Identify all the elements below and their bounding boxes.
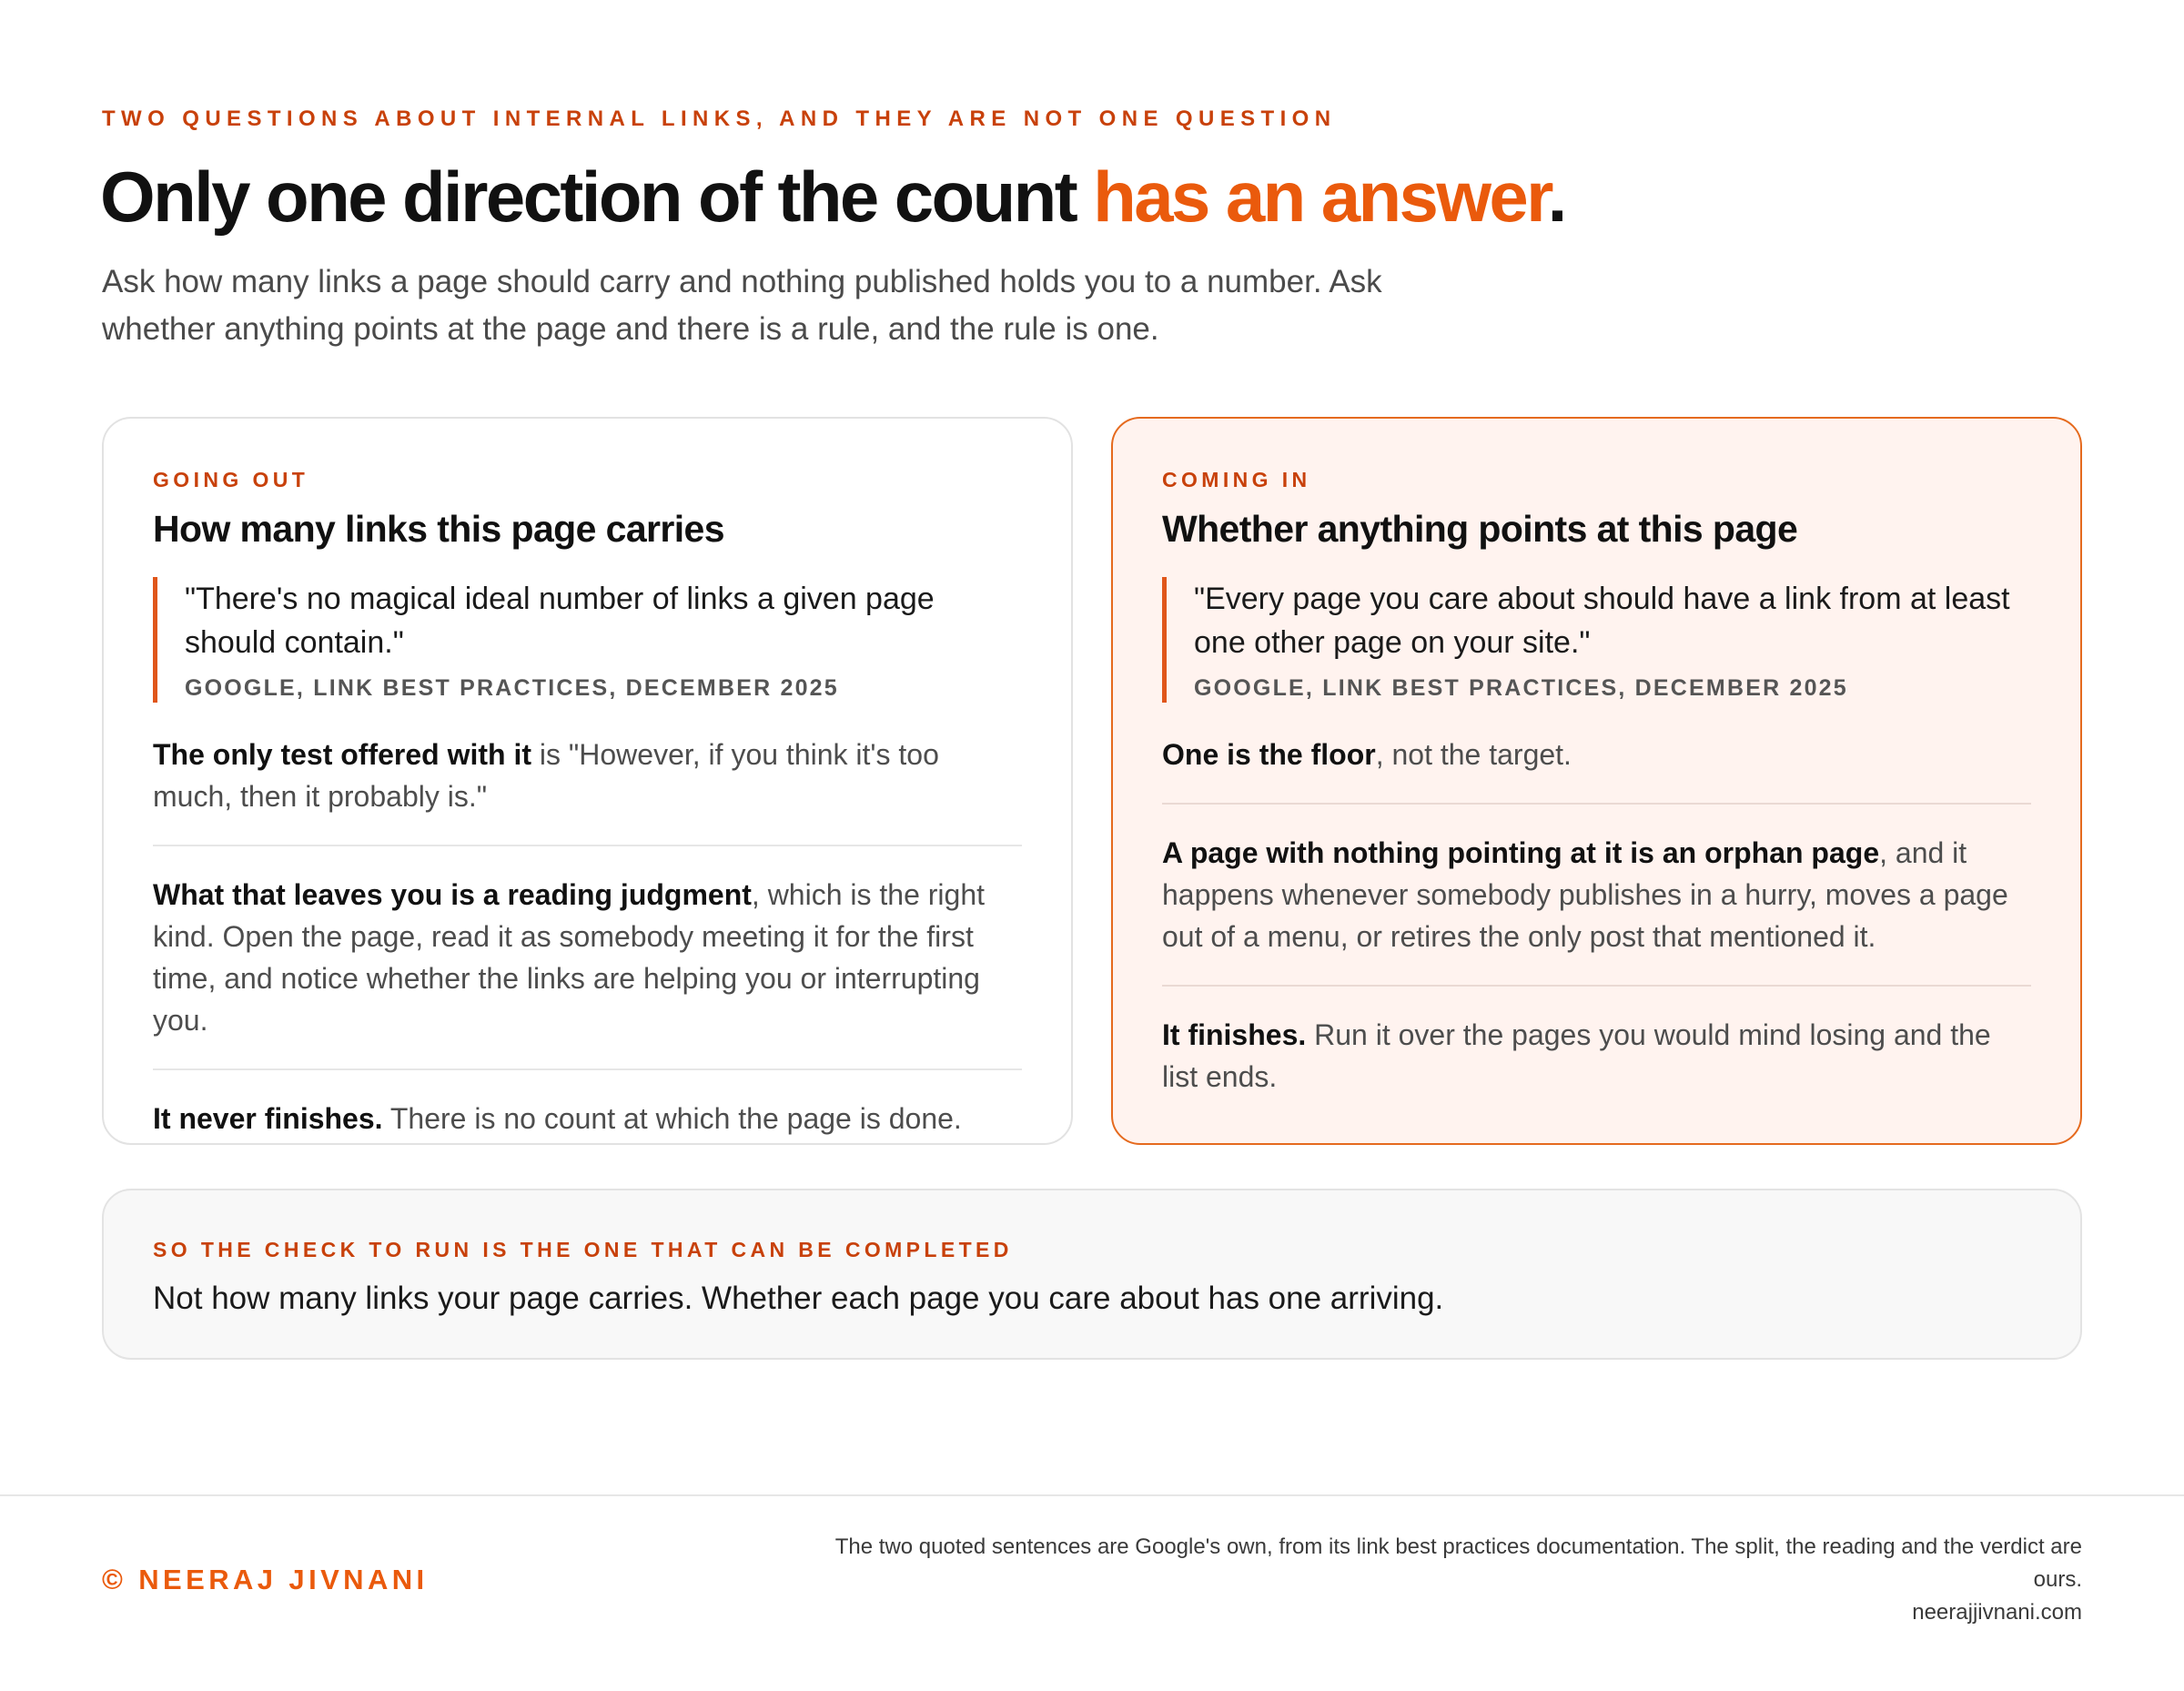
card-point bbox=[1162, 805, 2031, 985]
headline-end: . bbox=[1547, 157, 1565, 237]
card-title: Whether anything points at this page bbox=[1162, 508, 1798, 550]
point-lead: It never finishes. bbox=[153, 1102, 383, 1135]
card-going-out bbox=[102, 417, 1073, 1145]
point-lead: It finishes. bbox=[1162, 1018, 1307, 1051]
point-text: is "However, if you think it's too much, then it probably is." bbox=[153, 738, 939, 813]
point-lead: One is the floor bbox=[1162, 738, 1376, 771]
quote-block bbox=[153, 577, 1022, 703]
summary-text: Not how many links your page carries. Whether each page you care about has one arriving. bbox=[153, 1281, 1444, 1316]
card-title: How many links this page carries bbox=[153, 508, 724, 550]
point-lead: The only test offered with it bbox=[153, 738, 532, 771]
footer-divider bbox=[0, 1494, 2184, 1496]
card-coming-in bbox=[1111, 417, 2082, 1145]
card-point bbox=[153, 1070, 1022, 1167]
brand-copyright: © NEERAJ JIVNANI bbox=[102, 1564, 429, 1595]
quote-block bbox=[1162, 577, 2031, 703]
headline-start: Only one direction of the count bbox=[100, 157, 1094, 237]
point-text: , not the target. bbox=[1375, 738, 1572, 771]
card-kicker: GOING OUT bbox=[153, 468, 309, 491]
point-text: There is no count at which the page is done. bbox=[382, 1102, 962, 1135]
card-kicker: COMING IN bbox=[1162, 468, 1311, 491]
quote-text: "There's no magical ideal number of links a given page should contain." bbox=[185, 582, 935, 660]
card-point bbox=[1162, 703, 2031, 803]
quote-source: GOOGLE, LINK BEST PRACTICES, DECEMBER 2025 bbox=[1194, 675, 1848, 701]
card-point bbox=[153, 846, 1022, 1068]
intro-paragraph: Ask how many links a page should carry and nothing published holds you to a number. Ask whether anything points at the page and there is a rule, and the rule is one. bbox=[102, 264, 1382, 347]
quote-source: GOOGLE, LINK BEST PRACTICES, DECEMBER 2025 bbox=[185, 675, 839, 701]
quote-text: "Every page you care about should have a link from at least one other page on your site." bbox=[1194, 582, 2010, 660]
headline-accent: has an answer bbox=[1093, 157, 1548, 237]
point-text: Run it over the pages you would mind losing and the list ends. bbox=[1162, 1018, 1991, 1093]
card-point bbox=[153, 703, 1022, 845]
point-lead: A page with nothing pointing at it is an orphan page bbox=[1162, 836, 1880, 869]
summary-kicker: SO THE CHECK TO RUN IS THE ONE THAT CAN BE COMPLETED bbox=[153, 1238, 1013, 1261]
point-text: , which is the right kind. Open the page, read it as somebody meeting it for the first time, and notice whether the links are helping you or interrupting you. bbox=[153, 878, 986, 1037]
card-point bbox=[1162, 987, 2031, 1125]
page-title bbox=[100, 157, 1565, 238]
site-url[interactable]: neerajjivnani.com bbox=[1912, 1600, 2082, 1625]
eyebrow: TWO QUESTIONS ABOUT INTERNAL LINKS, AND THEY ARE NOT ONE QUESTION bbox=[102, 106, 1337, 131]
footer-note: The two quoted sentences are Google's own, from its link best practices documentation. The split, the reading and the verdict are ours. bbox=[834, 1534, 2082, 1592]
summary-box bbox=[102, 1189, 2082, 1360]
point-lead: What that leaves you is a reading judgment bbox=[153, 878, 752, 911]
point-text: , and it happens whenever somebody publishes in a hurry, moves a page out of a menu, or retires the only post that mentioned it. bbox=[1162, 836, 2008, 953]
